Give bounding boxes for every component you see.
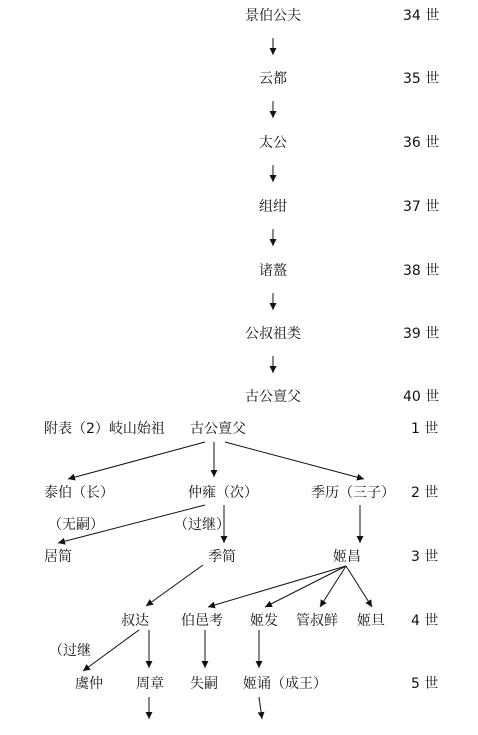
generation-label: 40 世 bbox=[403, 389, 440, 405]
person-shisi: 失嗣 bbox=[190, 676, 218, 692]
generation-label: 39 世 bbox=[403, 326, 440, 342]
person-jidan: 姬旦 bbox=[357, 613, 385, 629]
generation-label: 2 世 bbox=[411, 485, 439, 501]
chain-name: 古公亶父 bbox=[245, 389, 301, 405]
generation-label: 1 世 bbox=[411, 421, 439, 437]
arrow-root-jili bbox=[225, 442, 364, 479]
chain-name: 景伯公夫 bbox=[245, 8, 301, 24]
person-jijian: 季简 bbox=[208, 549, 236, 565]
appendix-title: 附表（2）岐山始祖 bbox=[44, 421, 165, 437]
person-zhouzhang: 周章 bbox=[136, 676, 164, 692]
person-jujian: 居简 bbox=[44, 549, 72, 565]
person-shuda: 叔达 bbox=[121, 613, 149, 629]
person-jifa: 姬发 bbox=[250, 613, 278, 629]
chain-name: 诸盩 bbox=[259, 263, 287, 279]
arrow-root-taibo bbox=[68, 442, 205, 479]
generation-label: 36 世 bbox=[403, 135, 440, 151]
generation-label: 38 世 bbox=[403, 263, 440, 279]
person-taibo: 泰伯（长） bbox=[44, 485, 114, 501]
chain-name: 太公 bbox=[259, 135, 287, 151]
note-adopted: （过继） bbox=[174, 517, 230, 533]
person-jili: 季历（三子） bbox=[311, 485, 395, 501]
generation-label: 37 世 bbox=[403, 199, 440, 215]
root-ancestor: 古公亶父 bbox=[190, 421, 246, 437]
generation-label: 4 世 bbox=[411, 613, 439, 629]
person-jichang: 姬昌 bbox=[333, 549, 361, 565]
person-yuzhong: 虞仲 bbox=[75, 676, 103, 692]
chain-name: 云都 bbox=[259, 71, 287, 87]
chain-name: 公叔祖类 bbox=[245, 326, 301, 342]
person-zhongyong: 仲雍（次） bbox=[188, 485, 258, 501]
arrow-shuda-yuzhong bbox=[83, 630, 139, 671]
generation-label: 35 世 bbox=[403, 71, 440, 87]
arrow-jichang-jidan bbox=[346, 566, 372, 607]
arrow-jisong-next bbox=[259, 697, 262, 719]
note-no-heir: （无嗣） bbox=[48, 517, 104, 533]
person-jisong: 姬诵（成王） bbox=[243, 676, 327, 692]
person-guanshuxian: 管叔鲜 bbox=[296, 613, 338, 629]
arrow-jijian-shuda bbox=[146, 565, 203, 606]
generation-label: 3 世 bbox=[411, 549, 439, 565]
note-adopted-2: （过继 bbox=[49, 643, 91, 659]
person-boyikao: 伯邑考 bbox=[181, 613, 223, 629]
generation-label: 5 世 bbox=[411, 676, 439, 692]
chain-name: 组绀 bbox=[259, 199, 287, 215]
generation-label: 34 世 bbox=[403, 8, 440, 24]
